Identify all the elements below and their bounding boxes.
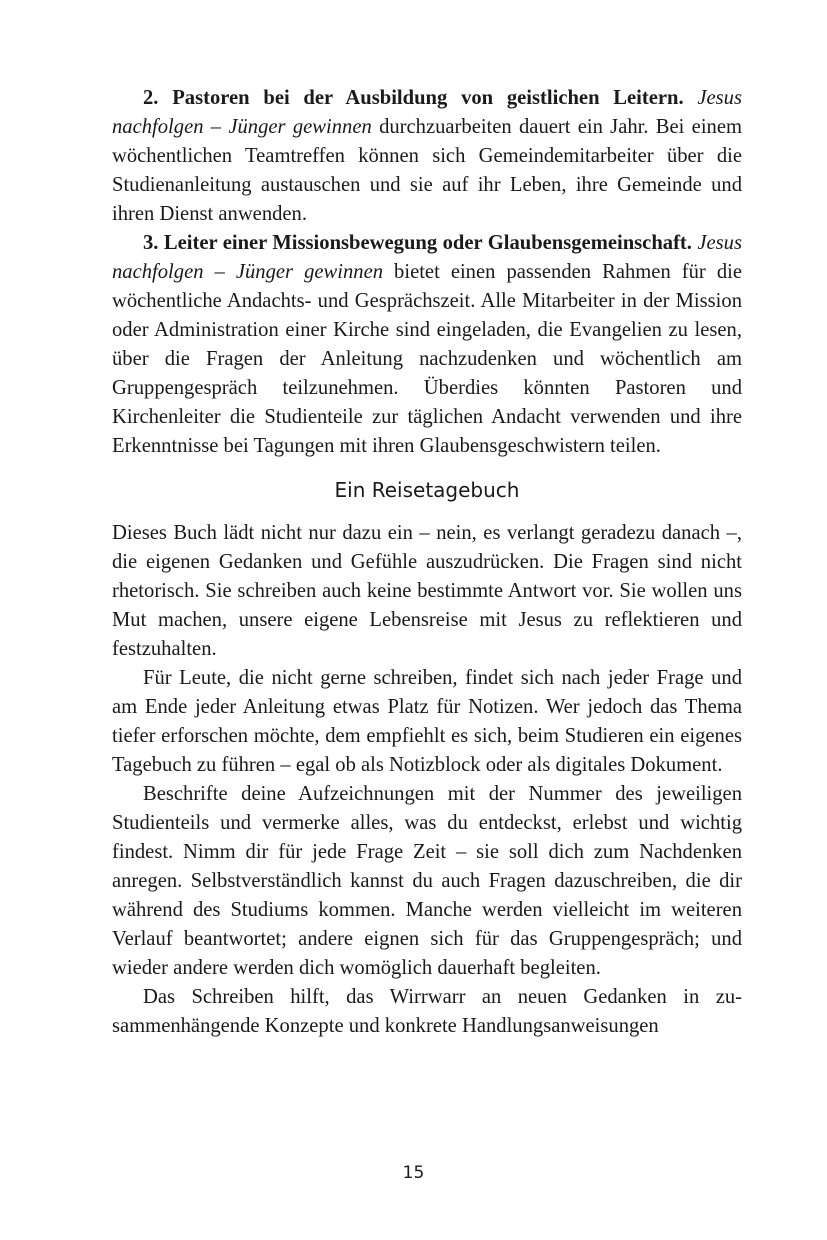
page-number: 15 <box>402 1163 425 1183</box>
item-2-text: durchzuarbeiten dauert ein Jahr. Bei einem wöchentlichen Teamtreffen können sich Gemeindemitarbeiter über die Studienanleitung austauschen und sie auf ihr Leben, ihre Gemeinde und ihren Dienst anwenden. <box>112 116 742 225</box>
book-title-italic: Jesus nachfolgen – Jünger gewinnen <box>112 87 742 138</box>
body-paragraph: Dieses Buch lädt nicht nur dazu ein – nein, es verlangt geradezu danach –, die eigenen Gedanken und Gefühle auszudrücken. Die Fragen sind nicht rhetorisch. Sie schreiben auch keine bestimmte Antwort vor. Sie wollen uns Mut machen, unsere eigene Lebensreise mit Jesus zu reflektieren und festzuhalten. <box>112 522 742 660</box>
body-paragraph: Das Schreiben hilft, das Wirrwarr an neuen Gedanken in zusammenhängende Konzepte und konkrete Handlungsanweisungen <box>112 986 742 1037</box>
item-3-title: 3. Leiter einer Missionsbewegung oder Glaubensgemeinschaft. <box>143 232 692 254</box>
body-paragraph: Beschrifte deine Aufzeichnungen mit der Nummer des jeweiligen Studienteils und vermerke alles, was du entdeckst, erlebst und wichtig findest. Nimm dir für jede Frage Zeit – sie soll dich zum Nachdenken anregen. Selbstverständlich kannst du auch Fragen dazuschreiben, die dir während des Studiums kommen. Manche werden vielleicht im weiteren Verlauf beantwortet; andere eignen sich für das Gruppengespräch; und wieder andere werden dich womöglich dauerhaft begleiten. <box>112 783 742 979</box>
item-2-paragraph <box>112 84 742 229</box>
body-paragraph: Für Leute, die nicht gerne schreiben, findet sich nach jeder Frage und am Ende jeder Anleitung etwas Platz für Notizen. Wer jedoch das Thema tiefer erforschen möchte, dem empfiehlt es sich, beim Studieren ein eigenes Tagebuch zu führen – egal ob als Notizblock oder als digitales Dokument. <box>112 667 742 776</box>
item-3-text: bietet einen passenden Rahmen für die wöchentliche Andachts- und Gesprächszeit. Alle Mitarbeiter in der Mission oder Administration einer Kirche sind eingeladen, die Evangelien zu lesen, über die Fragen der Anleitung nachzudenken und wöchentlich am Gruppengespräch teilzunehmen. Überdies könnten Pastoren und Kirchenleiter die Studienteile zur täglichen Andacht verwenden und ihre Erkenntnisse bei Tagungen mit ihren Glaubensgeschwistern teilen. <box>112 261 742 457</box>
section-heading: Ein Reisetagebuch <box>334 478 520 502</box>
item-2-title: 2. Pastoren bei der Ausbildung von geistlichen Leitern. <box>143 87 684 109</box>
book-title-italic: Jesus nachfolgen – Jünger gewinnen <box>112 232 742 283</box>
page-body <box>112 84 742 1041</box>
item-3-paragraph <box>112 229 742 461</box>
